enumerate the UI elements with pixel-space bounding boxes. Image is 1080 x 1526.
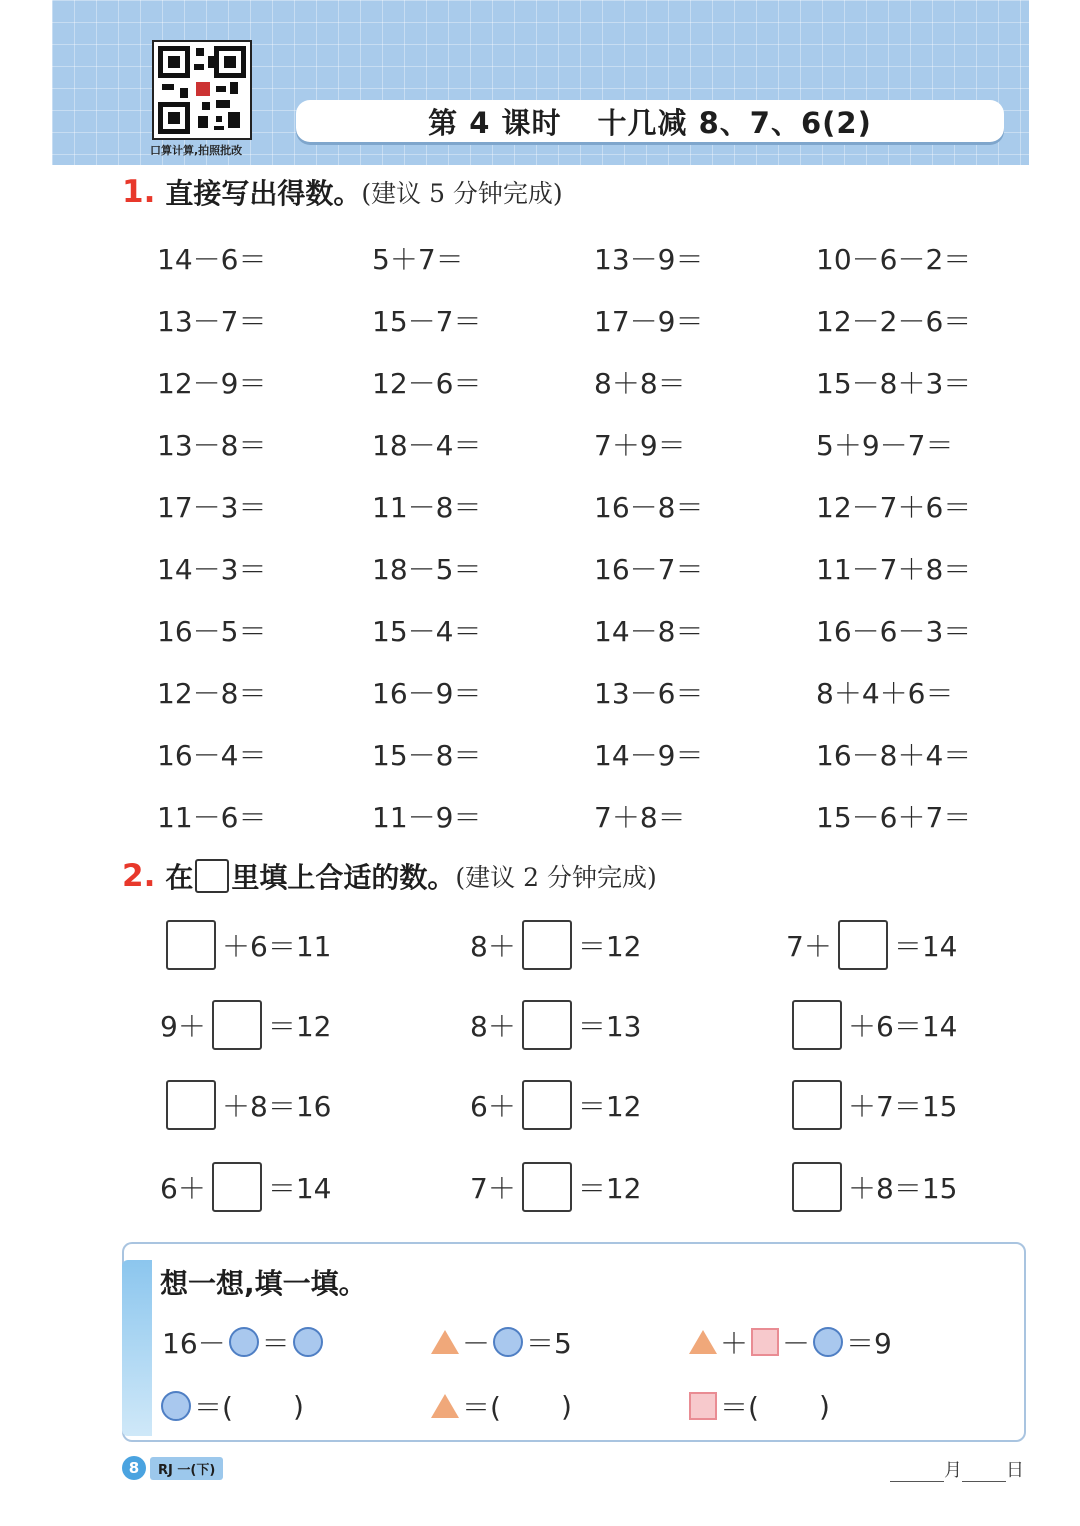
math-problem[interactable]: 12－9＝ (157, 367, 267, 400)
qr-code-icon[interactable] (152, 40, 252, 140)
eq2-result: ＝5 (526, 1327, 572, 1360)
math-problem[interactable]: 15－8＝ (372, 739, 482, 772)
answer-box[interactable] (838, 920, 888, 970)
answer-box[interactable] (522, 1000, 572, 1050)
math-problem[interactable]: 16－8＋4＝ (816, 739, 972, 772)
equation-suffix: ＋8＝16 (222, 1090, 332, 1123)
fill-equation (470, 1080, 641, 1130)
section-2-heading (122, 856, 657, 896)
think-title: 想一想,填一填。 (160, 1267, 367, 1300)
math-problem[interactable]: 7＋8＝ (594, 801, 686, 834)
answer-box[interactable] (522, 1162, 572, 1212)
math-problem[interactable]: 17－9＝ (594, 305, 704, 338)
think-equation-1 (162, 1322, 326, 1362)
math-problem[interactable]: 13－6＝ (594, 677, 704, 710)
section-1-title: 直接写出得数。 (165, 177, 362, 210)
equation-suffix: ＋6＝11 (222, 930, 332, 963)
circle-icon (161, 1391, 191, 1421)
answer-box[interactable] (792, 1162, 842, 1212)
equation-suffix: ＋6＝14 (848, 1010, 958, 1043)
answer-box[interactable] (522, 920, 572, 970)
answer-box[interactable] (792, 1080, 842, 1130)
math-problem[interactable]: 14－8＝ (594, 615, 704, 648)
math-problem[interactable]: 13－8＝ (157, 429, 267, 462)
math-problem[interactable]: 7＋9＝ (594, 429, 686, 462)
qr-caption: 口算计算,拍照批改 (150, 144, 243, 157)
page-badge (122, 1456, 223, 1480)
math-problem[interactable]: 14－3＝ (157, 553, 267, 586)
fill-equation (160, 1080, 331, 1130)
section-1-hint: (建议 5 分钟完成) (361, 179, 563, 208)
math-problem[interactable]: 12－2－6＝ (816, 305, 972, 338)
math-problem[interactable]: 17－3＝ (157, 491, 267, 524)
math-problem[interactable]: 16－4＝ (157, 739, 267, 772)
equation-suffix: ＝12 (577, 930, 642, 963)
math-problem[interactable]: 12－6＝ (372, 367, 482, 400)
math-problem[interactable]: 13－7＝ (157, 305, 267, 338)
fill-equation (160, 1162, 331, 1212)
math-problem[interactable]: 11－8＝ (372, 491, 482, 524)
fill-equation (786, 920, 957, 970)
math-problem[interactable]: 16－9＝ (372, 677, 482, 710)
circle-icon (229, 1327, 259, 1357)
equation-suffix: ＋8＝15 (848, 1172, 958, 1205)
math-problem[interactable]: 14－9＝ (594, 739, 704, 772)
page-number: 8 (122, 1456, 146, 1480)
equation-suffix: ＝14 (893, 930, 958, 963)
math-problem[interactable]: 16－5＝ (157, 615, 267, 648)
section-1-number: 1. (122, 174, 156, 210)
math-problem[interactable]: 5＋9－7＝ (816, 429, 954, 462)
math-problem[interactable]: 15－6＋7＝ (816, 801, 972, 834)
answer-close: ) (818, 1389, 830, 1423)
fill-equation (470, 1000, 641, 1050)
eq1-text: 16－ (162, 1327, 226, 1360)
math-problem[interactable]: 11－6＝ (157, 801, 267, 834)
equation-suffix: ＝13 (577, 1010, 642, 1043)
math-problem[interactable]: 12－7＋6＝ (816, 491, 972, 524)
math-problem[interactable]: 16－8＝ (594, 491, 704, 524)
month-label: 月 (944, 1460, 962, 1481)
think-equation-2 (428, 1322, 572, 1362)
lesson-title-bar (296, 100, 1004, 142)
equation-prefix: 8＋ (470, 1010, 516, 1043)
grade-label: RJ 一(下) (150, 1457, 223, 1480)
circle-icon (293, 1327, 323, 1357)
equation-prefix: 6＋ (160, 1172, 206, 1205)
eq1-equals: ＝ (261, 1327, 290, 1360)
math-problem[interactable]: 18－4＝ (372, 429, 482, 462)
section-2-hint: (建议 2 分钟完成) (455, 863, 657, 892)
equation-prefix: 7＋ (470, 1172, 516, 1205)
math-problem[interactable]: 5＋7＝ (372, 243, 464, 276)
square-icon (751, 1328, 779, 1356)
fill-equation (786, 1162, 957, 1212)
day-label: 日 (1006, 1460, 1024, 1481)
fill-equation (786, 1080, 957, 1130)
equation-prefix: 6＋ (470, 1090, 516, 1123)
section-2-title-pre: 在 (165, 861, 194, 894)
day-blank[interactable] (962, 1461, 1006, 1482)
math-problem[interactable]: 8＋8＝ (594, 367, 686, 400)
equation-suffix: ＋7＝15 (848, 1090, 958, 1123)
think-equation-3 (686, 1322, 892, 1362)
section-2-title-post: 里填上合适的数。 (231, 861, 456, 894)
math-problem[interactable]: 15－8＋3＝ (816, 367, 972, 400)
date-field (890, 1456, 1024, 1482)
fill-equation (160, 920, 331, 970)
lesson-topic: 十几减 8、7、6(2) (597, 105, 872, 140)
math-problem[interactable]: 12－8＝ (157, 677, 267, 710)
answer-open: ＝( (720, 1391, 759, 1424)
eq3-result: ＝9 (846, 1327, 892, 1360)
answer-box[interactable] (212, 1162, 262, 1212)
math-problem[interactable]: 18－5＝ (372, 553, 482, 586)
fill-equation (160, 1000, 331, 1050)
answer-close: ) (292, 1389, 304, 1423)
answer-box[interactable] (522, 1080, 572, 1130)
math-problem[interactable]: 15－4＝ (372, 615, 482, 648)
answer-box[interactable] (166, 920, 216, 970)
answer-close: ) (560, 1389, 572, 1423)
fill-equation (470, 920, 641, 970)
equation-suffix: ＝12 (577, 1172, 642, 1205)
triangle-icon (431, 1394, 459, 1418)
section-2-number: 2. (122, 858, 156, 894)
answer-circle[interactable] (158, 1386, 304, 1426)
circle-icon (493, 1327, 523, 1357)
math-problem[interactable]: 16－7＝ (594, 553, 704, 586)
month-blank[interactable] (890, 1461, 944, 1482)
inline-box-icon (195, 859, 229, 893)
eq2-minus: － (462, 1327, 491, 1360)
triangle-icon (689, 1330, 717, 1354)
think-tab-decoration (122, 1260, 152, 1436)
circle-icon (813, 1327, 843, 1357)
math-problem[interactable]: 10－6－2＝ (816, 243, 972, 276)
math-problem[interactable]: 16－6－3＝ (816, 615, 972, 648)
answer-box[interactable] (212, 1000, 262, 1050)
fill-equation (786, 1000, 957, 1050)
math-problem[interactable]: 11－7＋8＝ (816, 553, 972, 586)
eq3-plus: ＋ (720, 1327, 749, 1360)
answer-box[interactable] (166, 1080, 216, 1130)
equation-suffix: ＝14 (267, 1172, 332, 1205)
lesson-number: 第 4 课时 (428, 105, 562, 140)
answer-triangle[interactable] (428, 1386, 572, 1426)
answer-open: ＝( (462, 1391, 501, 1424)
answer-open: ＝( (194, 1391, 233, 1424)
triangle-icon (431, 1330, 459, 1354)
math-problem[interactable]: 13－9＝ (594, 243, 704, 276)
fill-equation (470, 1162, 641, 1212)
answer-square[interactable] (686, 1386, 830, 1426)
math-problem[interactable]: 11－9＝ (372, 801, 482, 834)
equation-prefix: 8＋ (470, 930, 516, 963)
equation-suffix: ＝12 (267, 1010, 332, 1043)
square-icon (689, 1392, 717, 1420)
math-problem[interactable]: 14－6＝ (157, 243, 267, 276)
eq3-minus: － (782, 1327, 811, 1360)
math-problem[interactable]: 15－7＝ (372, 305, 482, 338)
section-1-heading (122, 172, 563, 212)
equation-prefix: 7＋ (786, 930, 832, 963)
equation-prefix: 9＋ (160, 1010, 206, 1043)
math-problem[interactable]: 8＋4＋6＝ (816, 677, 954, 710)
equation-suffix: ＝12 (577, 1090, 642, 1123)
answer-box[interactable] (792, 1000, 842, 1050)
